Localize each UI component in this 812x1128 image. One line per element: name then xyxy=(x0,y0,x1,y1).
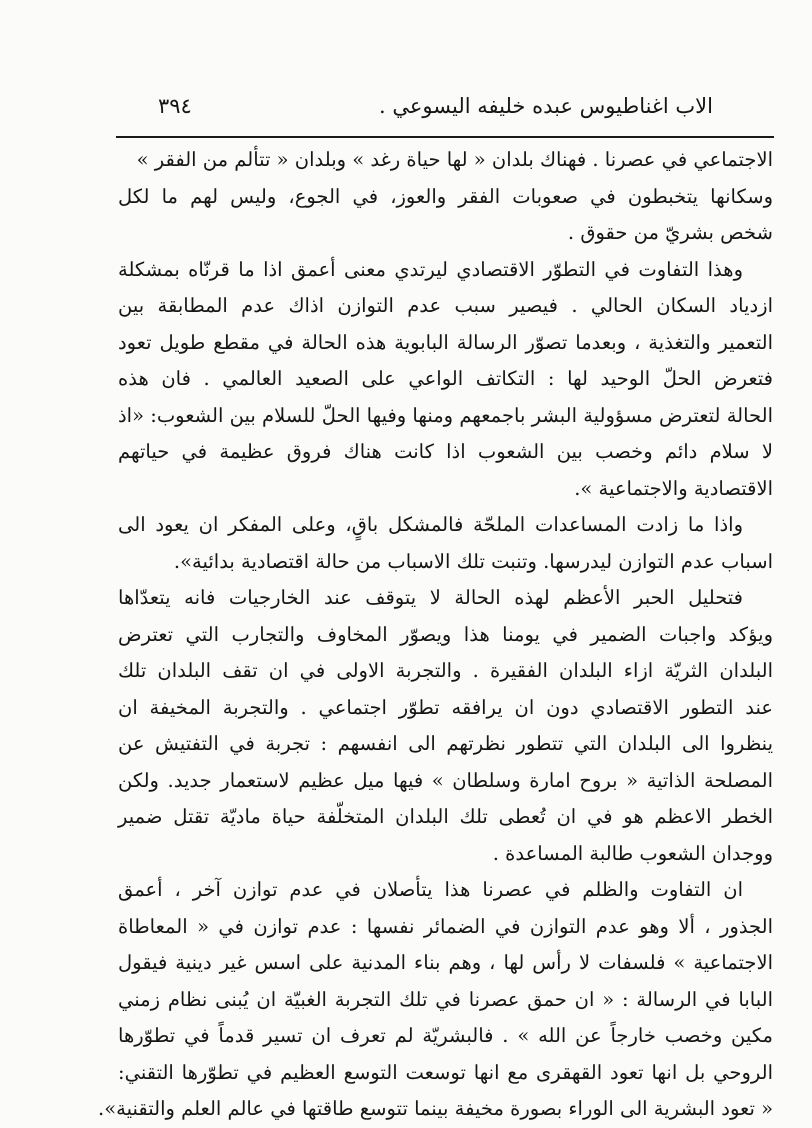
text-line: البلدان الثريّة ازاء البلدان الفقيرة . والتجربة الاولى في ان تقف البلدان تلك xyxy=(118,659,773,682)
text-line: وسكانها يتخبطون في صعوبات الفقر والعوز، في الجوع، وليس لهم ما لكل xyxy=(118,184,773,208)
text-line: ويؤكد واجبات الضمير في يومنا هذا ويصوّر المخاوف والتجارب التي تعترض xyxy=(118,622,773,646)
text-line: الحالة لتعترض مسؤولية البشر باجمعهم ومنها وفيها الحلّ للسلام بين الشعوب: «اذ xyxy=(118,403,773,427)
text-line: لا سلام دائم وخصب بين الشعوب اذا كانت هناك فروق عظيمة في حياتهم xyxy=(118,440,773,463)
text-line: التعمير والتغذية ، وبعدما تصوّر الرسالة البابوية هذه الحالة في مقطع طويل تعود xyxy=(118,330,773,354)
running-title: الاب اغناطيوس عبده خليفه اليسوعي . xyxy=(379,94,713,118)
text-line: « تعود البشرية الى الوراء بصورة مخيفة بينما تتوسع طاقتها في عالم العلم والتقنية». xyxy=(98,1097,773,1120)
text-line: الاجتماعي في عصرنا . فهناك بلدان « لها حياة رغد » وبلدان « تتألم من الفقر » xyxy=(136,148,773,171)
text-line: الجذور ، ألا وهو عدم التوازن في الضمائر نفسها : عدم توازن في « المعاطاة xyxy=(118,914,773,938)
text-line: مكين وخصب خارجاً عن الله » . فالبشريّة لم تعرف ان تسير قدماً في تطوّرها xyxy=(118,1024,773,1047)
text-line: ازدياد السكان الحالي . فيصير سبب عدم التوازن اذاك عدم المطابقة بين xyxy=(118,294,773,317)
text-line: وهذا التفاوت في التطوّر الاقتصادي ليرتدي معنى أعمق اذا ما قرنّاه بمشكلة xyxy=(118,257,743,281)
text-line: الروحي بل انها تعود القهقرى مع انها توسعت التوسع العظيم في تطوّرها التقني: xyxy=(118,1060,773,1084)
text-line: الاقتصادية والاجتماعية ». xyxy=(574,476,773,500)
text-line: واذا ما زادت المساعدات الملحّة فالمشكل باقٍ، وعلى المفكر ان يعود الى xyxy=(118,513,743,536)
header-rule xyxy=(116,136,774,138)
text-line: شخص بشريّ من حقوق . xyxy=(567,221,773,244)
text-line: الخطر الاعظم هو في ان تُعطى تلك البلدان المتخلّفة حياة ماديّة تقتل ضمير xyxy=(118,805,773,828)
body-text xyxy=(98,142,773,1128)
text-line: فتعرض الحلّ الوحيد لها : التكاتف الواعي على الصعيد العالمي . فان هذه xyxy=(118,367,773,390)
text-line: عند التطور الاقتصادي دون ان يرافقه تطوّر اجتماعي . والتجربة المخيفة ان xyxy=(118,695,773,719)
text-line: ووجدان الشعوب طالبة المساعدة . xyxy=(492,841,773,865)
text-line: ينظروا الى البلدان التي تتطور نظرتهم الى انفسهم : تجربة في التفتيش عن xyxy=(118,732,773,755)
text-line: البابا في الرسالة : « ان حمق عصرنا في تلك التجربة الغبيّة ان يُبنى نظام زمني xyxy=(118,987,773,1011)
page-header xyxy=(118,90,773,126)
text-line: المصلحة الذاتية « بروح امارة وسلطان » فيها ميل عظيم لاستعمار جديد. ولكن xyxy=(118,768,773,792)
text-line: ان التفاوت والظلم في عصرنا هذا يتأصلان في عدم توازن آخر ، أعمق xyxy=(118,878,743,901)
text-line: فتحليل الحبر الأعظم لهذه الحالة لا يتوقف عند الخارجيات فانه يتعدّاها xyxy=(118,586,743,609)
page-number: ٣٩٤ xyxy=(158,94,192,118)
text-line: اسباب عدم التوازن ليدرسها. وتنبت تلك الاسباب من حالة اقتصادية بدائية». xyxy=(173,549,773,573)
text-line: الاجتماعية » فلسفات لا رأس لها ، وهم بناء المدنية على اسس غير دينية فيقول xyxy=(118,951,773,974)
